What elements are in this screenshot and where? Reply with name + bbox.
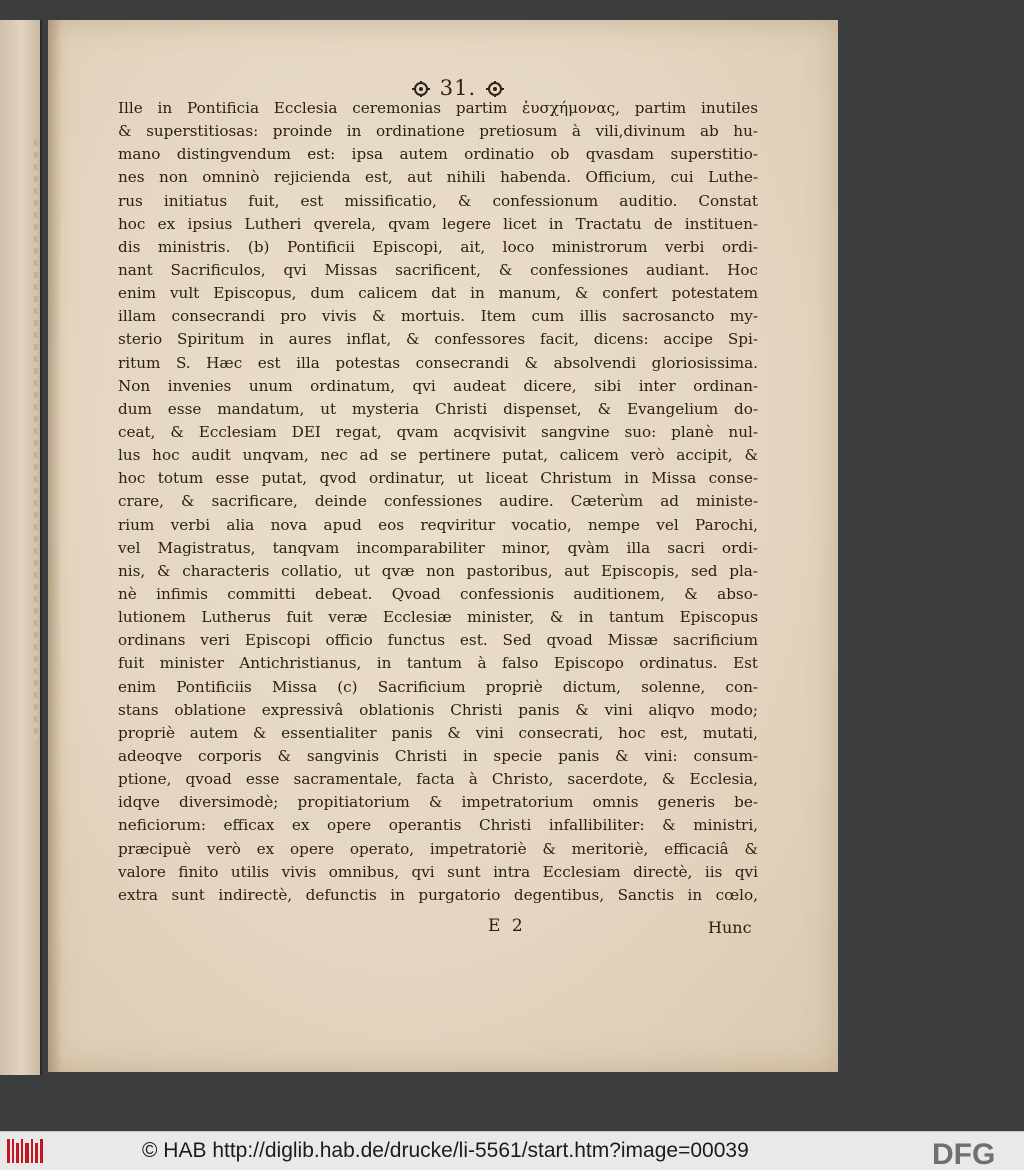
text-line: Ille in Pontificia Ecclesia ceremonias partim ἐυσχήμονας, partim inutiles — [118, 99, 758, 117]
page-number: 31. — [439, 76, 477, 100]
text-line: mano distingvendum est: ipsa autem ordinatio ob qvasdam superstitio- — [118, 145, 758, 164]
text-line: fuit minister Antichristianus, in tantum à falso Episcopo ordinatus. Est — [118, 654, 758, 673]
text-line: ptione, qvoad esse sacramentale, facta à Christo, sacerdote, & Ecclesia, — [118, 770, 758, 789]
catchword: Hunc — [708, 918, 752, 937]
previous-page-edge — [0, 20, 42, 1075]
text-line: dum esse mandatum, ut mysteria Christi dispenset, & Evangelium do- — [118, 399, 758, 418]
text-line: Non invenies unum ordinatum, qvi audeat dicere, sibi inter ordinan- — [118, 376, 758, 395]
text-line: nè infimis committi debeat. Qvoad confessionis auditionem, & abso- — [118, 584, 758, 603]
text-line: nes non omninò rejicienda est, aut nihili habenda. Officium, cui Luthe- — [118, 168, 758, 187]
text-line: nant Sacrificulos, qvi Missas sacrificent, & confessiones audiant. Hoc — [118, 260, 758, 279]
text-line: nis, & characteris collatio, ut qvæ non pastoribus, aut Episcopis, sed pla- — [118, 561, 758, 580]
text-line: ordinans veri Episcopi officio functus est. Sed qvoad Missæ sacrificium — [118, 631, 758, 650]
text-line: præcipuè verò ex opere operato, impetratoriè & meritoriè, efficaciâ & — [118, 839, 758, 858]
text-line: ceat, & Ecclesiam DEI regat, qvam acqvisivit sangvine suo: planè nul- — [118, 422, 758, 441]
dfg-logo-icon — [930, 1137, 1018, 1167]
footer-bar — [0, 1131, 1024, 1170]
text-line: hoc ex ipsius Lutheri qverela, qvam legere licet in Tractatu de instituen- — [118, 214, 758, 233]
text-line: neficiorum: efficax ex opere operantis Christi infallibiliter: & ministri, — [118, 816, 758, 835]
text-line: crare, & sacrificare, deinde confessiones audire. Cæterùm ad ministe- — [118, 492, 758, 511]
text-line: extra sunt indirectè, defunctis in purgatorio degentibus, Sanctis in cœlo, — [118, 885, 758, 904]
signature-mark: E 2 — [488, 916, 526, 936]
ornament-right-icon — [484, 80, 506, 98]
text-line: hoc totum esse putat, qvod ordinatur, ut liceat Christum in Missa conse- — [118, 469, 758, 488]
text-line: dis ministris. (b) Pontificii Episcopi, ait, loco ministrorum verbi ordi- — [118, 237, 758, 256]
copyright-link[interactable]: © HAB http://diglib.hab.de/drucke/li-5561/start.htm?image=00039 — [142, 1139, 749, 1162]
hab-barcode-logo-icon — [6, 1137, 46, 1165]
svg-text:DFG: DFG — [932, 1138, 996, 1167]
text-line: vel Magistratus, tanqvam incomparabiliter minor, qvàm illa sacri ordi- — [118, 538, 758, 557]
text-line: enim Pontificiis Missa (c) Sacrificium propriè dictum, solenne, con- — [118, 677, 758, 696]
text-line: valore finito utilis vivis omnibus, qvi sunt intra Ecclesiam directè, iis qvi — [118, 862, 758, 881]
text-line: sterio Spiritum in aures inflat, & confessores facit, dicens: accipe Spi- — [118, 330, 758, 349]
text-line: ritum S. Hæc est illa potestas consecrandi & absolvendi gloriosissima. — [118, 353, 758, 372]
text-line: propriè autem & essentialiter panis & vini consecrati, hoc est, mutati, — [118, 723, 758, 742]
ornament-left-icon — [410, 80, 432, 98]
page-body-text — [118, 97, 758, 907]
text-line: lutionem Lutherus fuit veræ Ecclesiæ minister, & in tantum Episcopus — [118, 608, 758, 627]
text-line: adeoqve corporis & sangvinis Christi in specie panis & vini: consum- — [118, 746, 758, 765]
text-line: stans oblatione expressivâ oblationis Christi panis & vini aliqvo modo; — [118, 700, 758, 719]
text-line: rium verbi alia nova apud eos reqviritur vocatio, nempe vel Parochi, — [118, 515, 758, 534]
text-line: illam consecrandi pro vivis & mortuis. Item cum illis sacrosancto my- — [118, 307, 758, 326]
text-line: enim vult Episcopus, dum calicem dat in manum, & confert potestatem — [118, 284, 758, 303]
text-line: lus hoc audit unqvam, nec ad se pertinere putat, calicem verò accipit, & — [118, 446, 758, 465]
text-line: & superstitiosas: proinde in ordinatione pretiosum à vili,divinum ab hu- — [118, 122, 758, 141]
book-page — [48, 20, 838, 1072]
text-line: rus initiatus fuit, est missificatio, & confessionum auditio. Constat — [118, 191, 758, 210]
text-line: idqve diversimodè; propitiatorium & impetratorium omnis generis be- — [118, 793, 758, 812]
